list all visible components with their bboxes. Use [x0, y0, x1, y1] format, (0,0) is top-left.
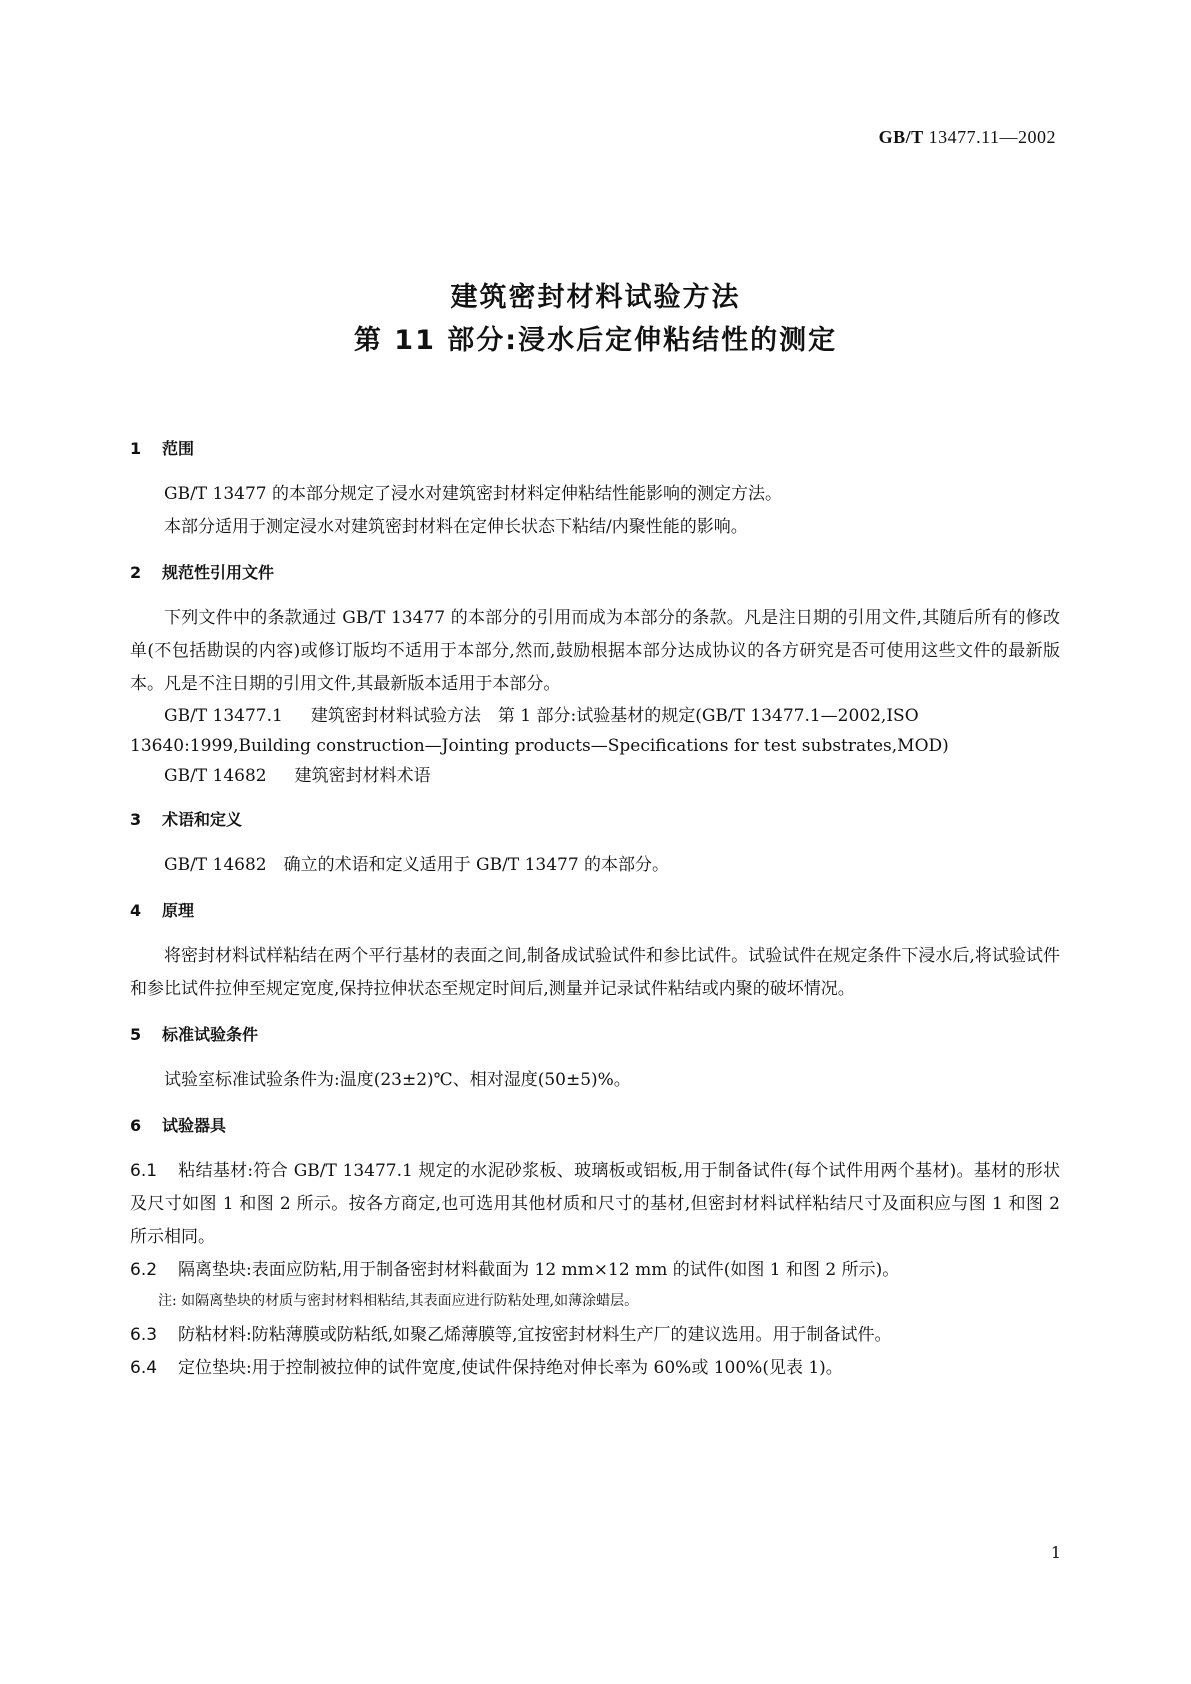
- section-title: 标准试验条件: [162, 1025, 259, 1044]
- reference-code: GB/T 13477.1: [164, 706, 283, 726]
- clause: [130, 1352, 1060, 1385]
- section-number: 4: [130, 901, 142, 920]
- reference-code: GB/T 14682: [164, 766, 267, 786]
- clause-number: 6.2: [130, 1260, 158, 1280]
- clause: [130, 1319, 1060, 1352]
- clause-text: 定位垫块:用于控制被拉伸的试件宽度,使试件保持绝对伸长率为 60%或 100%(见表 1)。: [178, 1358, 843, 1378]
- section-test-conditions: [130, 1024, 1060, 1097]
- paragraph: 试验室标准试验条件为:温度(23±2)℃、相对湿度(50±5)%。: [164, 1070, 631, 1090]
- standard-number-rest: 13477.11—2002: [923, 127, 1056, 147]
- section-title: 试验器具: [162, 1116, 227, 1135]
- clause-text: 粘结基材:符合 GB/T 13477.1 规定的水泥砂浆板、玻璃板或铝板,用于制备试件(每个试件用两个基材)。基材的形状及尺寸如图 1 和图 2 所示。按各方商定,也可选用其他材质和尺寸的基材,但密封材料试样粘结尺寸及面积应与图 1 和图 2 所示相同。: [130, 1161, 1060, 1247]
- section-terms: [130, 809, 1060, 882]
- paragraph: 将密封材料试样粘结在两个平行基材的表面之间,制备成试验试件和参比试件。试验试件在规定条件下浸水后,将试验试件和参比试件拉伸至规定宽度,保持拉伸状态至规定时间后,测量并记录试件粘结或内聚的破坏情况。: [130, 946, 1060, 999]
- section-title: 原理: [162, 901, 195, 920]
- paragraph: GB/T 14682 确立的术语和定义适用于 GB/T 13477 的本部分。: [164, 855, 670, 875]
- reference-item: [130, 701, 1060, 761]
- section-number: 2: [130, 563, 142, 582]
- document-body: [130, 438, 1060, 1403]
- page-number: 1: [1050, 1543, 1061, 1562]
- paragraph: 下列文件中的条款通过 GB/T 13477 的本部分的引用而成为本部分的条款。凡是注日期的引用文件,其随后所有的修改单(不包括勘误的内容)或修订版均不适用于本部分,然而,鼓励根据本部分达成协议的各方研究是否可使用这些文件的最新版本。凡是不注日期的引用文件,其最新版本适用于本部分。: [130, 608, 1060, 694]
- reference-text: 建筑密封材料术语: [294, 766, 431, 786]
- standard-number-prefix: GB/T: [878, 127, 924, 147]
- clause-note: 注: 如隔离垫块的材质与密封材料相粘结,其表面应进行防粘处理,如薄涂蜡层。: [158, 1293, 639, 1309]
- section-apparatus: [130, 1115, 1060, 1385]
- section-number: 3: [130, 810, 142, 829]
- clause: [130, 1254, 1060, 1287]
- clause: [130, 1155, 1060, 1254]
- section-heading: [130, 809, 1060, 831]
- section-number: 6: [130, 1116, 142, 1135]
- section-title: 规范性引用文件: [162, 563, 275, 582]
- reference-text: 建筑密封材料试验方法 第 1 部分:试验基材的规定(GB/T 13477.1—2002,ISO 13640:1999,Building construction—Jointing products—Specifications for test substrates,MOD): [130, 706, 949, 756]
- section-scope: [130, 438, 1060, 544]
- section-heading: [130, 562, 1060, 584]
- standard-number: [879, 127, 1056, 148]
- section-number: 5: [130, 1025, 142, 1044]
- section-heading: [130, 1024, 1060, 1046]
- section-heading: [130, 1115, 1060, 1137]
- clause-number: 6.4: [130, 1358, 158, 1378]
- section-number: 1: [130, 439, 142, 458]
- section-normative-references: [130, 562, 1060, 791]
- paragraph: GB/T 13477 的本部分规定了浸水对建筑密封材料定伸粘结性能影响的测定方法。: [164, 484, 783, 504]
- section-heading: [130, 900, 1060, 922]
- reference-item: [130, 761, 1060, 791]
- clause-text: 隔离垫块:表面应防粘,用于制备密封材料截面为 12 mm×12 mm 的试件(如图 1 和图 2 所示)。: [178, 1260, 900, 1280]
- clause-number: 6.3: [130, 1325, 158, 1345]
- section-heading: [130, 438, 1060, 460]
- paragraph: 本部分适用于测定浸水对建筑密封材料在定伸长状态下粘结/内聚性能的影响。: [164, 517, 748, 537]
- section-principle: [130, 900, 1060, 1006]
- document-title-line-1: 建筑密封材料试验方法: [450, 282, 741, 313]
- clause-text: 防粘材料:防粘薄膜或防粘纸,如聚乙烯薄膜等,宜按密封材料生产厂的建议选用。用于制备试件。: [178, 1325, 892, 1345]
- clause-number: 6.1: [130, 1161, 158, 1181]
- document-title-line-2: 第 11 部分:浸水后定伸粘结性的测定: [353, 325, 838, 356]
- section-title: 术语和定义: [162, 810, 243, 829]
- section-title: 范围: [162, 439, 195, 458]
